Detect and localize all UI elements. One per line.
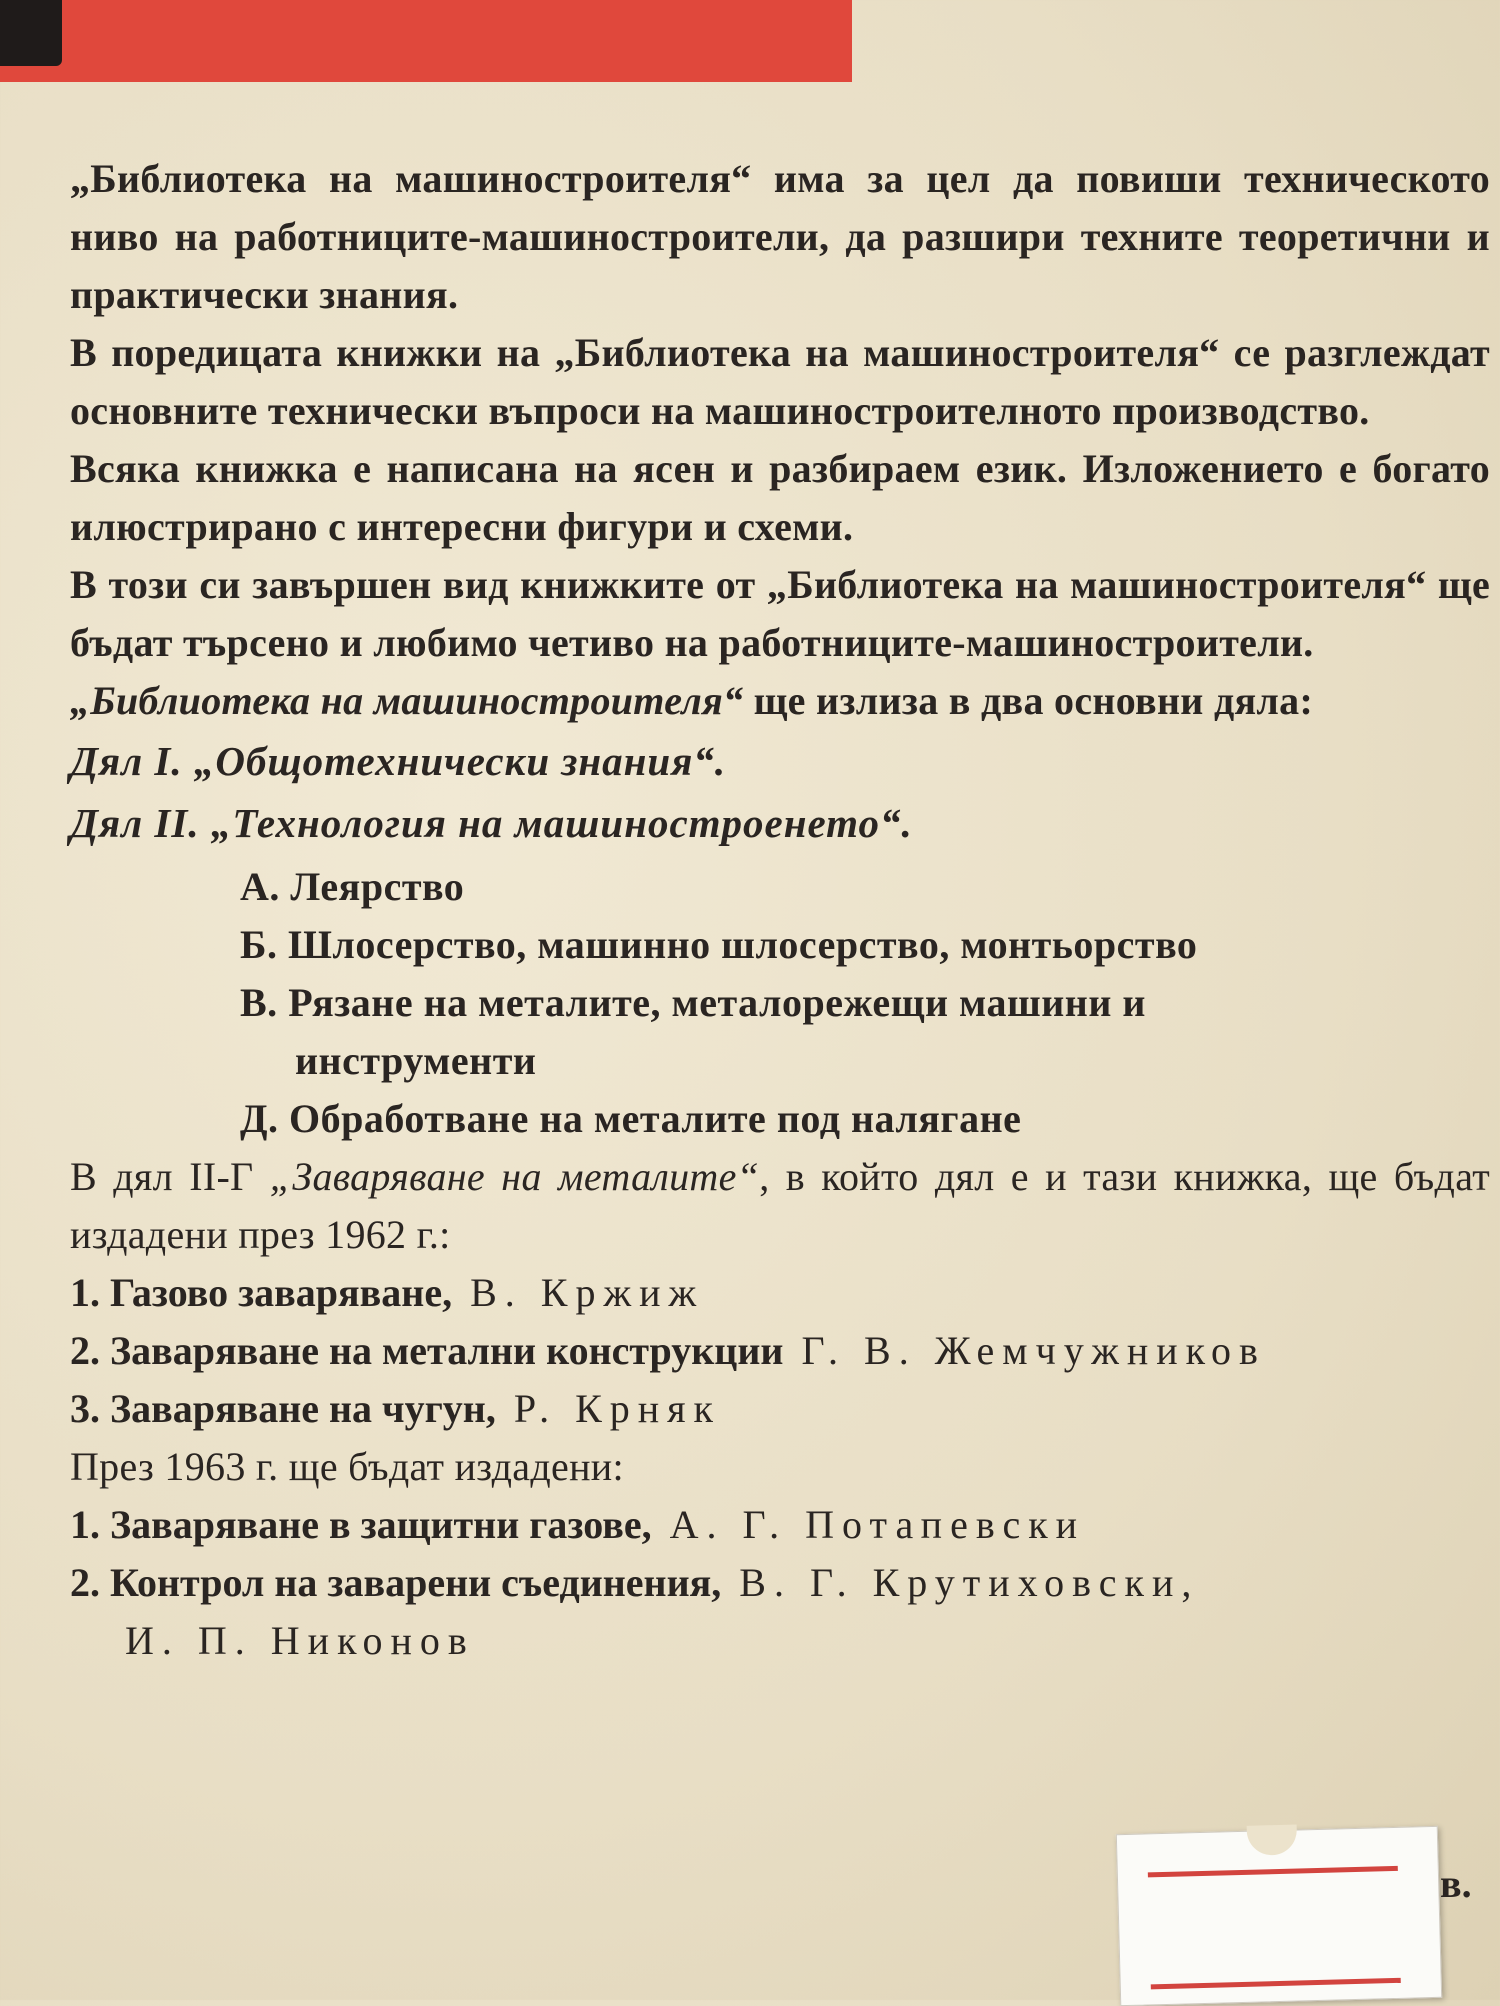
label-notch	[1247, 1825, 1298, 1856]
plan-1962-list	[70, 1264, 1490, 1438]
book-author-continuation: И. П. Никонов	[125, 1618, 475, 1663]
subsection-title: Леярство	[290, 864, 465, 909]
red-header-band	[0, 0, 852, 82]
page-text	[70, 150, 1490, 1670]
label-red-line	[1151, 1978, 1401, 1990]
book-title: Заваряване на метални конструкции	[110, 1328, 784, 1373]
subsection-letter: А.	[240, 864, 280, 909]
list-item	[70, 1264, 1490, 1322]
intro-paragraph-2: В поредицата книжки на „Библиотека на машиностроителя“ се разглеждат основните технически въпроси на машиностроителното производство.	[70, 330, 1490, 433]
book-author: Г. В. Жемчужников	[783, 1328, 1266, 1373]
section-2-heading: Дял II. „Технология на машиностроенето“.	[70, 800, 913, 846]
subsection-letter: В.	[240, 980, 278, 1025]
book-author: Р. Крняк	[495, 1386, 721, 1431]
book-title: Заваряване на чугун,	[110, 1386, 496, 1431]
plan-1962-lead-end: , в който дял е и тази книжка, ще бъдат издадени през 1962 г.:	[70, 1154, 1490, 1257]
book-author: А. Г. Потапевски	[651, 1502, 1086, 1547]
item-number: 3.	[70, 1386, 100, 1431]
subsection-title: Обработване на металите под налягане	[289, 1096, 1022, 1141]
intro-paragraph-5	[70, 672, 1490, 730]
label-red-line	[1148, 1866, 1398, 1878]
plan-1963-list	[70, 1496, 1490, 1670]
subsection-title-continuation: инструменти	[295, 1038, 537, 1083]
intro-paragraph-5-rest: ще излиза в два основни дяла:	[743, 678, 1314, 723]
price-label-sticker	[1116, 1826, 1442, 2006]
subsection-title: Шлосерство, машинно шлосерство, монтьорство	[287, 922, 1198, 967]
subsection-title: Рязане на металите, металорежещи машини и	[288, 980, 1146, 1025]
item-number: 1.	[70, 1502, 100, 1547]
item-number: 2.	[70, 1560, 100, 1605]
subsection-list	[70, 858, 1490, 1148]
intro-paragraph-1: „Библиотека на машиностроителя“ има за цел да повиши техническото ниво на работниците-машиностроители, да разшири техните теоретични и практически знания.	[70, 156, 1490, 317]
list-item	[70, 1496, 1490, 1554]
subsection-d	[240, 1090, 1490, 1148]
subsection-v	[240, 974, 1490, 1090]
series-title: „Библиотека на машиностроителя“	[70, 678, 744, 723]
subsection-letter: Д.	[240, 1096, 279, 1141]
trailing-text-fragment: в.	[1440, 1861, 1472, 1906]
book-title: Заваряване в защитни газове,	[110, 1502, 652, 1547]
subsection-b	[240, 916, 1490, 974]
intro-paragraph-4: В този си завършен вид книжките от „Библиотека на машиностроителя“ ще бъдат търсено и любимо четиво на работниците-машиностроители.	[70, 562, 1490, 665]
plan-1962-lead-start: В дял II-Г	[70, 1154, 270, 1199]
item-number: 2.	[70, 1328, 100, 1373]
section-1-heading: Дял I. „Общотехнически знания“.	[70, 738, 727, 784]
list-item	[70, 1554, 1490, 1670]
book-author: В. Г. Крутиховски,	[721, 1560, 1200, 1605]
subsection-letter: Б.	[240, 922, 278, 967]
plan-1963-lead: През 1963 г. ще бъдат издадени:	[70, 1444, 624, 1489]
plan-1962-lead	[70, 1148, 1490, 1264]
book-title: Контрол на заварени съединения,	[110, 1560, 722, 1605]
book-author: В. Кржиж	[452, 1270, 705, 1315]
welding-division-title: „Заваряване на металите“	[269, 1154, 760, 1199]
book-title: Газово заваряване,	[110, 1270, 453, 1315]
list-item	[70, 1380, 1490, 1438]
item-number: 1.	[70, 1270, 100, 1315]
intro-paragraph-3: Всяка книжка е написана на ясен и разбираем език. Изложението е богато илюстрирано с интересни фигури и схеми.	[70, 446, 1490, 549]
list-item	[70, 1322, 1490, 1380]
subsection-a	[240, 858, 1490, 916]
black-corner-mark	[0, 0, 62, 66]
